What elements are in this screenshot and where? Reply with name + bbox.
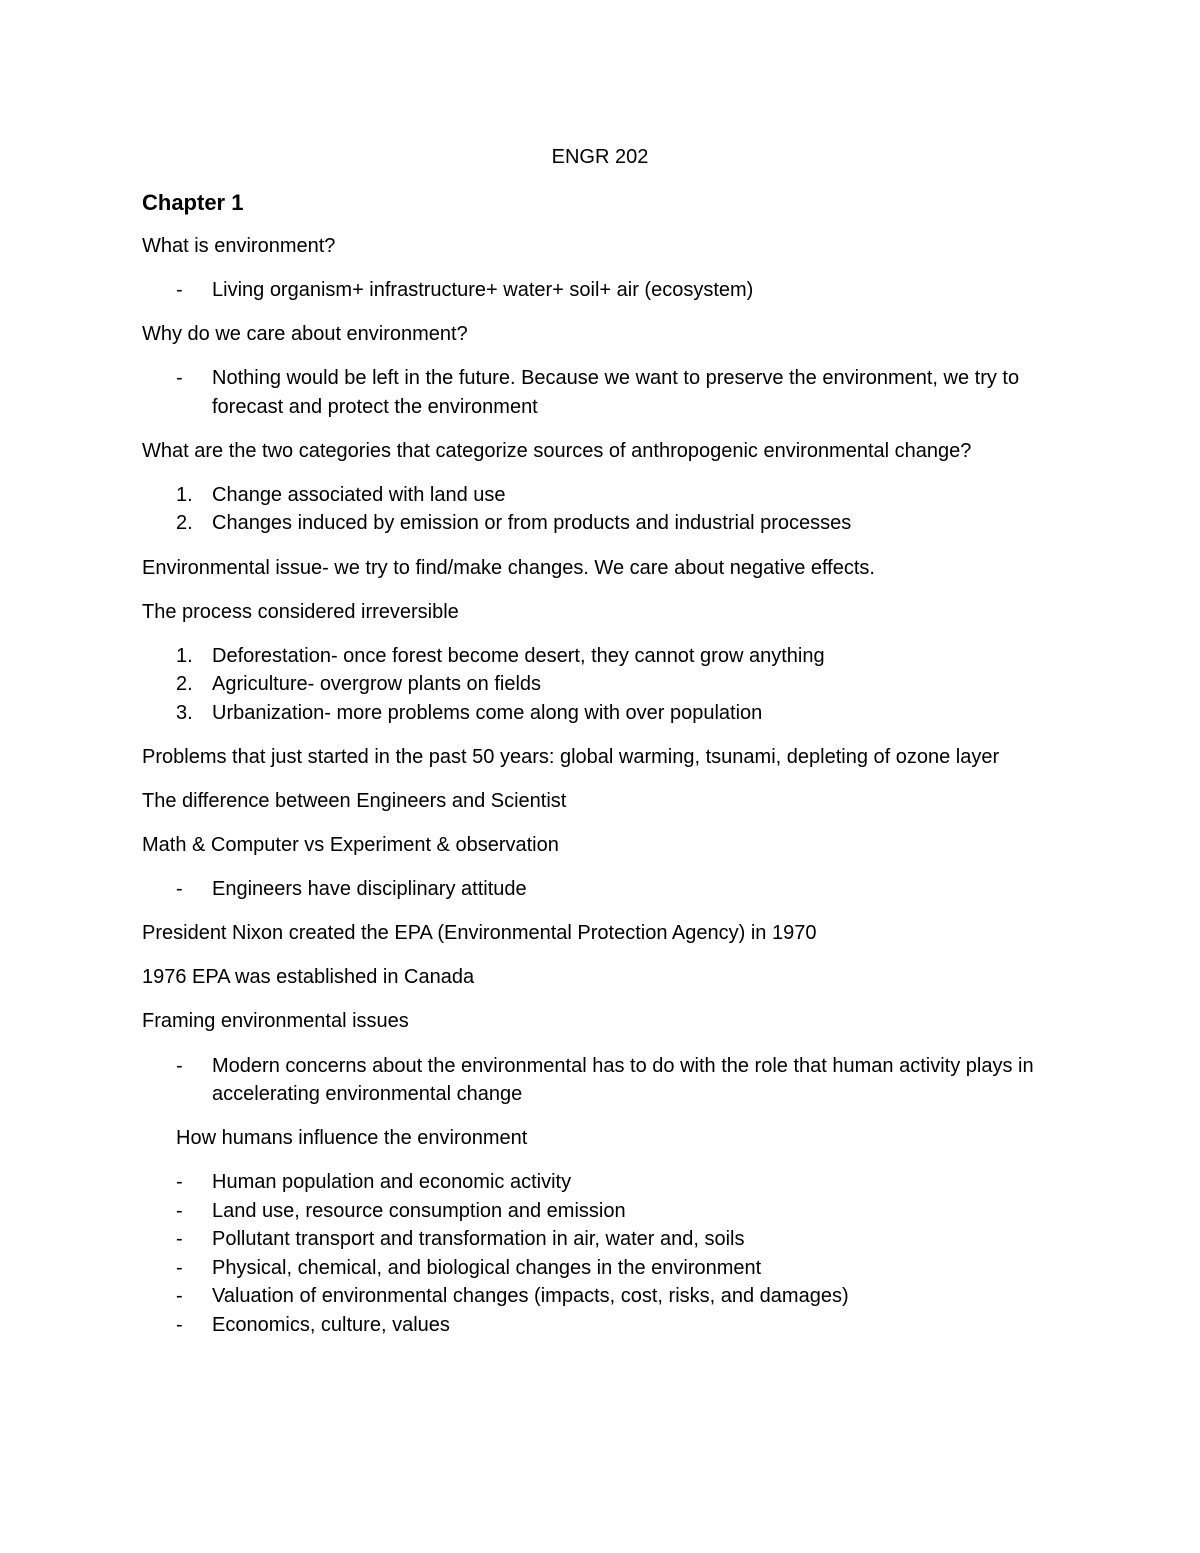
- list-item: [142, 481, 1058, 510]
- list-item-text: Change associated with land use: [212, 483, 506, 506]
- dash-marker: -: [176, 1256, 183, 1279]
- nixon-note: President Nixon created the EPA (Environmental Protection Agency) in 1970: [142, 922, 817, 945]
- dash-marker: -: [176, 1228, 183, 1251]
- list-item: [142, 1254, 1058, 1283]
- human-influence-list: [142, 1168, 1058, 1339]
- list-item: [142, 509, 1058, 538]
- recent-problems-note: Problems that just started in the past 50 years: global warming, tsunami, depleting of ozone layer: [142, 745, 1000, 768]
- dash-marker: -: [176, 878, 183, 901]
- list-item: [142, 276, 1058, 305]
- list-item: [142, 1197, 1058, 1226]
- chapter-heading: Chapter 1: [142, 190, 244, 215]
- dash-marker: -: [176, 279, 183, 302]
- framing-list: [142, 1052, 1058, 1109]
- dash-marker: -: [176, 367, 183, 390]
- comparison-list: [142, 875, 1058, 904]
- question-why-care: Why do we care about environment?: [142, 323, 468, 346]
- list-item: [142, 364, 1058, 421]
- list-item-text: Changes induced by emission or from products and industrial processes: [212, 512, 852, 535]
- list-item-text: Economics, culture, values: [212, 1313, 450, 1336]
- list-item: [142, 1225, 1058, 1254]
- list-item-text: Human population and economic activity: [212, 1171, 572, 1194]
- comparison-note: Math & Computer vs Experiment & observation: [142, 834, 559, 857]
- list-item: [142, 1282, 1058, 1311]
- irreversible-numbered-list: [142, 642, 1058, 728]
- why-care-list: [142, 364, 1058, 421]
- irreversible-heading: The process considered irreversible: [142, 600, 459, 623]
- dash-marker: -: [176, 1171, 183, 1194]
- list-item: [142, 875, 1058, 904]
- number-marker: 3.: [176, 701, 193, 724]
- environment-definition-list: [142, 276, 1058, 305]
- difference-note: The difference between Engineers and Scientist: [142, 789, 567, 812]
- list-item-text: Valuation of environmental changes (impacts, cost, risks, and damages): [212, 1285, 849, 1308]
- list-item-text: Pollutant transport and transformation in air, water and, soils: [212, 1228, 745, 1251]
- course-title: ENGR 202: [551, 146, 649, 168]
- human-influence-heading: How humans influence the environment: [176, 1127, 528, 1150]
- list-item: [142, 699, 1058, 728]
- list-item-text: Deforestation- once forest become desert, they cannot grow anything: [212, 644, 825, 667]
- canada-note: 1976 EPA was established in Canada: [142, 966, 475, 989]
- list-item-text: Urbanization- more problems come along with over population: [212, 701, 763, 724]
- environmental-issue-note: Environmental issue- we try to find/make changes. We care about negative effects.: [142, 556, 875, 579]
- list-item-text: Modern concerns about the environmental has to do with the role that human activity plays in accelerating environmental change: [212, 1054, 1034, 1105]
- number-marker: 1.: [176, 644, 193, 667]
- categories-numbered-list: [142, 481, 1058, 538]
- dash-marker: -: [176, 1199, 183, 1222]
- list-item-text: Engineers have disciplinary attitude: [212, 878, 527, 901]
- question-categories: What are the two categories that categorize sources of anthropogenic environmental change?: [142, 439, 972, 462]
- dash-marker: -: [176, 1285, 183, 1308]
- list-item: [142, 1052, 1058, 1109]
- number-marker: 2.: [176, 512, 193, 535]
- list-item: [142, 1311, 1058, 1340]
- list-item-text: Land use, resource consumption and emission: [212, 1199, 626, 1222]
- framing-heading: Framing environmental issues: [142, 1010, 409, 1033]
- list-item-text: Nothing would be left in the future. Because we want to preserve the environment, we try to forecast and protect the environment: [212, 367, 1020, 418]
- list-item-text: Physical, chemical, and biological changes in the environment: [212, 1256, 762, 1279]
- dash-marker: -: [176, 1313, 183, 1336]
- list-item: [142, 1168, 1058, 1197]
- list-item: [142, 642, 1058, 671]
- dash-marker: -: [176, 1054, 183, 1077]
- number-marker: 2.: [176, 673, 193, 696]
- number-marker: 1.: [176, 483, 193, 506]
- question-what-is-environment: What is environment?: [142, 235, 336, 257]
- list-item: [142, 670, 1058, 699]
- list-item-text: Living organism+ infrastructure+ water+ soil+ air (ecosystem): [212, 279, 754, 302]
- list-item-text: Agriculture- overgrow plants on fields: [212, 673, 542, 696]
